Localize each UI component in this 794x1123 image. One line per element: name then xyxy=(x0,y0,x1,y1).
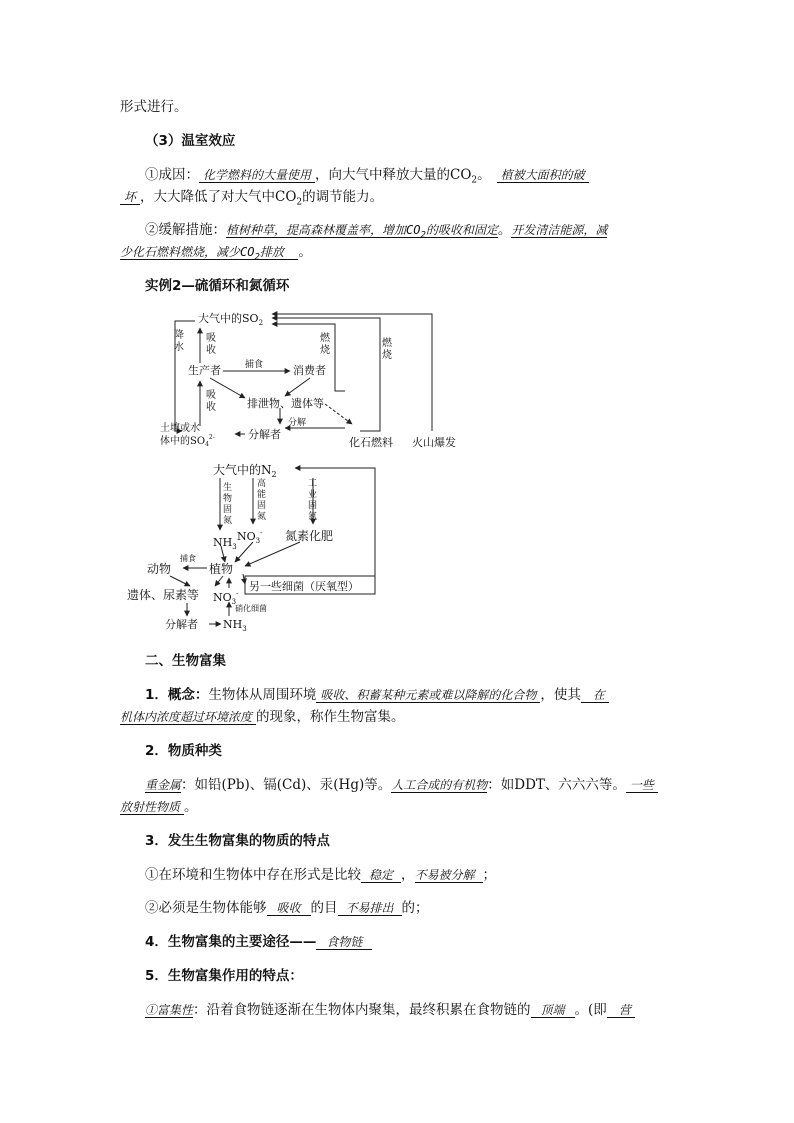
heading-example2: 实例2—硫循环和氮循环 xyxy=(145,278,290,294)
effect-heading: 5．生物富集作用的特点： xyxy=(145,968,303,984)
cause-line-2: 坏 ，大大降低了对大气中$CO_2$的调节能力。 xyxy=(120,187,680,213)
volcano-node: 火山爆发 xyxy=(412,436,456,449)
decomposer-node: 分解者 xyxy=(248,428,281,441)
absorb-label: 收 xyxy=(206,345,216,356)
sulfur-atm: 大气中的$SO_2$ xyxy=(198,312,264,327)
hv-fix-label: 能 xyxy=(257,490,267,500)
keyword: ①富集性 xyxy=(145,1003,194,1017)
burn-label: 燃 xyxy=(382,338,392,349)
answer-blank: 少化石燃料燃烧，减少$CO_2$排放 xyxy=(120,245,298,260)
answer-blank: 一些 xyxy=(626,778,658,793)
fertilizer-node: 氮素化肥 xyxy=(285,529,334,543)
answer-blank: 食物链 xyxy=(316,935,372,950)
answer-blank: 吸收 xyxy=(267,901,311,916)
bio-fix-label: 固 xyxy=(223,505,233,515)
answer-blank: 营 xyxy=(607,1003,635,1018)
features-line-2: ②必须是生物体能够 吸收 的目 不易排出 的； xyxy=(145,900,429,916)
answer-blank: 放射性物质 xyxy=(120,800,184,815)
producer-node: 生产者 xyxy=(188,364,221,377)
bio-fix-label: 生 xyxy=(223,483,233,493)
heading-greenhouse: （3）温室效应 xyxy=(145,133,236,149)
concept-line-1: 1．概念：生物体从周围环境 吸收、积蓄某种元素或难以降解的化合物 ，使其 在 xyxy=(145,685,705,705)
types-line-2: 放射性物质 。 xyxy=(120,799,198,815)
decompose-label: 分解 xyxy=(288,418,307,428)
concept-line-2: 机体内浓度超过环境浓度 的现象，称作生物富集。 xyxy=(120,709,405,725)
pathway-line: 4．生物富集的主要途径—— 食物链 xyxy=(145,932,705,952)
intro-text: 形式进行。 xyxy=(120,99,188,115)
rain-label: 水 xyxy=(174,342,184,353)
predation-label: 捕食 xyxy=(245,360,264,370)
absorb-label: 吸 xyxy=(206,333,216,344)
answer-blank: 稳定 xyxy=(361,868,401,883)
answer-blank: 不易被分解 xyxy=(415,868,483,883)
ind-fix-label: 业 xyxy=(308,490,318,500)
soil-node: 土壤或水 xyxy=(160,423,200,434)
answer-blank: 坏 xyxy=(120,190,140,205)
features-line-1: ①在环境和生物体中存在形式是比较 稳定 ，不易被分解 ； xyxy=(145,867,497,883)
relief-line-2: 少化石燃料燃烧，减少$CO_2$排放 。 xyxy=(120,244,312,263)
nitrifier-label: 硝化细菌 xyxy=(235,604,267,613)
bio-fix-label: 物 xyxy=(223,494,233,504)
types-line-1: 重金属：如铅(Pb)、镉(Cd)、汞(Hg)等。人工合成的有机物：如DDT、六六六等。 一些 xyxy=(145,775,705,795)
answer-blank: 化学燃料的大量使用 xyxy=(199,168,315,183)
bio-fix-label: 氮 xyxy=(223,516,233,526)
remains-node: 遗体、尿素等 xyxy=(127,588,200,602)
anaerobe-node: 另一些细菌（厌氧型） xyxy=(249,580,359,593)
n2-atm: 大气中的$N_2$ xyxy=(213,463,277,479)
ind-fix-label: 氮 xyxy=(308,512,318,522)
absorb-label: 吸 xyxy=(206,390,216,401)
nitrogen-cycle-diagram xyxy=(125,458,385,638)
answer-blank: 植树种草，提高森林覆盖率，增加$CO_2$的吸收和固定 xyxy=(226,223,498,241)
section-2-heading: 二、生物富集 xyxy=(145,653,226,669)
effect-line-1: ①富集性：沿着食物链逐渐在生物体内聚集，最终积累在食物链的 顶端 。(即 营 xyxy=(145,1000,705,1020)
hv-fix-label: 氮 xyxy=(257,512,267,522)
burn-label: 烧 xyxy=(382,350,392,361)
ind-fix-label: 固 xyxy=(308,501,318,511)
animal-node: 动物 xyxy=(147,562,172,576)
fossil-node: 化石燃料 xyxy=(349,436,393,449)
consumer-node: 消费者 xyxy=(293,364,326,377)
answer-blank: 顶端 xyxy=(531,1003,575,1018)
answer-blank: 不易排出 xyxy=(338,901,402,916)
relief-line-1: ②缓解措施：植树种草，提高森林覆盖率，增加$CO_2$的吸收和固定。开发清洁能源，减 xyxy=(145,222,608,241)
sulfur-cycle-diagram xyxy=(160,306,460,456)
burn-label: 燃 xyxy=(320,333,330,344)
answer-blank: 植被大面积的破 xyxy=(497,168,589,183)
keyword: 重金属 xyxy=(145,778,182,792)
hv-fix-label: 固 xyxy=(257,501,267,511)
types-heading: 2．物质种类 xyxy=(145,743,222,759)
features-heading: 3．发生生物富集的物质的特点 xyxy=(145,833,330,849)
answer-blank: 在 xyxy=(581,688,609,703)
ind-fix-label: 工 xyxy=(308,479,318,489)
plant-node: 植物 xyxy=(209,562,234,576)
answer-blank: 开发清洁能源，减 xyxy=(511,223,608,237)
keyword: 人工合成的有机物 xyxy=(391,778,488,792)
burn-label: 烧 xyxy=(320,345,330,356)
absorb-label: 收 xyxy=(206,402,216,413)
answer-blank: 吸收、积蓄某种元素或难以降解的化合物 xyxy=(316,688,540,703)
no3-node: $NO_3^-$ xyxy=(237,529,263,545)
predation-label: 捕食 xyxy=(180,554,196,563)
soil-node: 体中的$SO_4^{2-}$ xyxy=(160,434,215,448)
no3b-node: $NO_3^-$ xyxy=(213,590,239,606)
cause-line-1: ①成因： 化学燃料的大量使用 ，向大气中释放大量的$CO_2$。 植被大面积的破 xyxy=(145,165,705,191)
nh3-node: $NH_3$ xyxy=(213,536,237,551)
rain-label: 降 xyxy=(174,330,184,341)
excreta-node: 排泄物、遗体等 xyxy=(247,397,324,410)
answer-blank: 机体内浓度超过环境浓度 xyxy=(120,710,256,725)
nh3b-node: $NH_3$ xyxy=(223,618,247,633)
hv-fix-label: 高 xyxy=(257,479,267,489)
decomposer-node: 分解者 xyxy=(165,618,198,631)
